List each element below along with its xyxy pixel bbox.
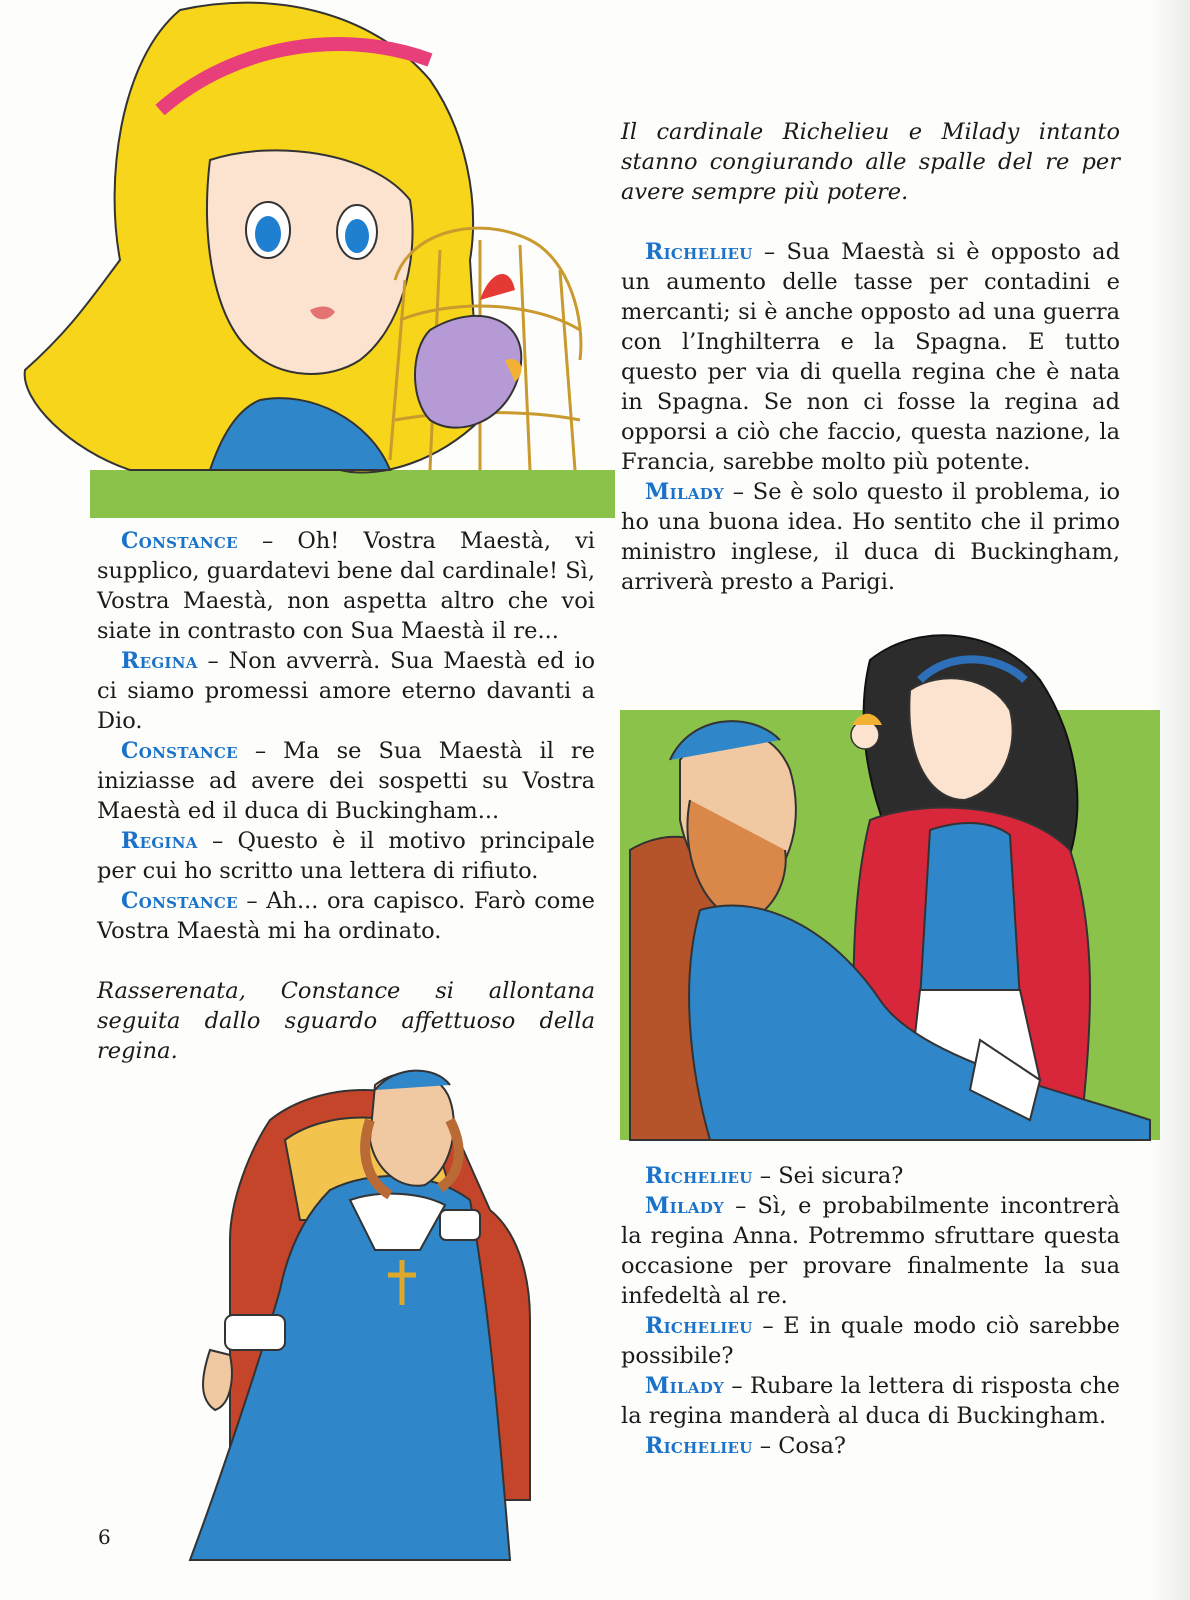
constance-illustration	[10, 0, 615, 525]
speaker-name: Milady	[645, 479, 725, 505]
right-column-lower	[621, 1161, 1120, 1461]
dialogue-text: Se è solo questo il problema, io ho una buona idea. Ho sentito che il primo ministro inglese, il duca di Buckingham, arriverà presto a Parigi.	[621, 479, 1120, 595]
left-column-text	[97, 526, 595, 1066]
speaker-name: Constance	[121, 888, 238, 914]
speaker-name: Milady	[645, 1193, 725, 1219]
dialogue-text: E in quale modo ciò sarebbe possibile?	[621, 1313, 1120, 1369]
speaker-name: Constance	[121, 738, 238, 764]
narration-constance-leaves: Rasserenata, Constance si allontana seguita dallo sguardo affettuoso della regina.	[97, 978, 595, 1064]
dialogue-text: Sei sicura?	[778, 1163, 904, 1189]
speaker-name: Richelieu	[645, 239, 753, 265]
dialogue-text: Questo è il motivo principale per cui ho scritto una lettera di rifiuto.	[97, 828, 595, 884]
page-number: 6	[98, 1525, 111, 1549]
dialogue-line: Regina – Non avverrà. Sua Maestà ed io ci siamo promessi amore eterno davanti a Dio.	[97, 648, 596, 734]
dialogue-line: Richelieu – Sei sicura?	[645, 1163, 904, 1189]
dialogue-text: Sì, e probabilmente incontrerà la regina Anna. Potremmo sfruttare questa occasione per provare finalmente la sua infedeltà al re.	[621, 1193, 1120, 1309]
dialogue-line: Milady – Rubare la lettera di risposta che la regina manderà al duca di Buckingham.	[621, 1373, 1121, 1429]
narration-conspiracy: Il cardinale Richelieu e Milady intanto stanno congiurando alle spalle del re per avere sempre più potere.	[621, 119, 1120, 205]
dialogue-text: Ah... ora capisco. Farò come Vostra Maestà mi ha ordinato.	[97, 888, 595, 944]
dialogue-line: Richelieu – E in quale modo ciò sarebbe possibile?	[621, 1313, 1120, 1369]
dialogue-text: Non avverrà. Sua Maestà ed io ci siamo promessi amore eterno davanti a Dio.	[97, 648, 596, 734]
richelieu-milady-illustration	[620, 620, 1180, 1150]
speaker-name: Richelieu	[645, 1313, 753, 1339]
dialogue-line: Richelieu – Cosa?	[645, 1433, 846, 1459]
richelieu-seated-illustration	[170, 1060, 590, 1565]
speaker-name: Richelieu	[645, 1163, 753, 1189]
dialogue-text: Oh! Vostra Maestà, vi supplico, guardatevi bene dal cardinale! Sì, Vostra Maestà, non aspetta altro che voi siate in contrasto con Sua Maestà il re...	[97, 528, 595, 644]
dialogue-line: Constance – Ah... ora capisco. Farò come Vostra Maestà mi ha ordinato.	[97, 888, 595, 944]
right-column-upper	[621, 117, 1120, 597]
dialogue-line: Milady – Sì, e probabilmente incontrerà la regina Anna. Potremmo sfruttare questa occasione per provare finalmente la sua infedeltà al re.	[621, 1193, 1120, 1309]
speaker-name: Regina	[121, 648, 198, 674]
dialogue-text: Cosa?	[778, 1433, 846, 1459]
dialogue-line: Milady – Se è solo questo il problema, io ho una buona idea. Ho sentito che il primo ministro inglese, il duca di Buckingham, arriverà presto a Parigi.	[621, 479, 1120, 595]
dialogue-line: Constance – Ma se Sua Maestà il re iniziasse ad avere dei sospetti su Vostra Maestà ed il duca di Buckingham...	[97, 738, 595, 824]
speaker-name: Richelieu	[645, 1433, 753, 1459]
dialogue-line: Constance – Oh! Vostra Maestà, vi supplico, guardatevi bene dal cardinale! Sì, Vostra Maestà, non aspetta altro che voi siate in contrasto con Sua Maestà il re...	[97, 528, 595, 644]
speaker-name: Milady	[645, 1373, 725, 1399]
speaker-name: Regina	[121, 828, 198, 854]
dialogue-text: Rubare la lettera di risposta che la regina manderà al duca di Buckingham.	[621, 1373, 1121, 1429]
dialogue-text: Ma se Sua Maestà il re iniziasse ad avere dei sospetti su Vostra Maestà ed il duca di Buckingham...	[97, 738, 595, 824]
dialogue-line: Richelieu – Sua Maestà si è opposto ad un aumento delle tasse per contadini e mercanti; si è anche opposto ad una guerra con l’Inghilterra e la Spagna. E tutto questo per via di quella regina che è nata in Spagna. Se non ci fosse la regina ad opporsi a ciò che faccio, questa nazione, la Francia, sarebbe molto più potente.	[621, 239, 1120, 475]
speaker-name: Constance	[121, 528, 238, 554]
dialogue-line: Regina – Questo è il motivo principale per cui ho scritto una lettera di rifiuto.	[97, 828, 595, 884]
dialogue-text: Sua Maestà si è opposto ad un aumento delle tasse per contadini e mercanti; si è anche opposto ad una guerra con l’Inghilterra e la Spagna. E tutto questo per via di quella regina che è nata in Spagna. Se non ci fosse la regina ad opporsi a ciò che faccio, questa nazione, la Francia, sarebbe molto più potente.	[621, 239, 1120, 475]
